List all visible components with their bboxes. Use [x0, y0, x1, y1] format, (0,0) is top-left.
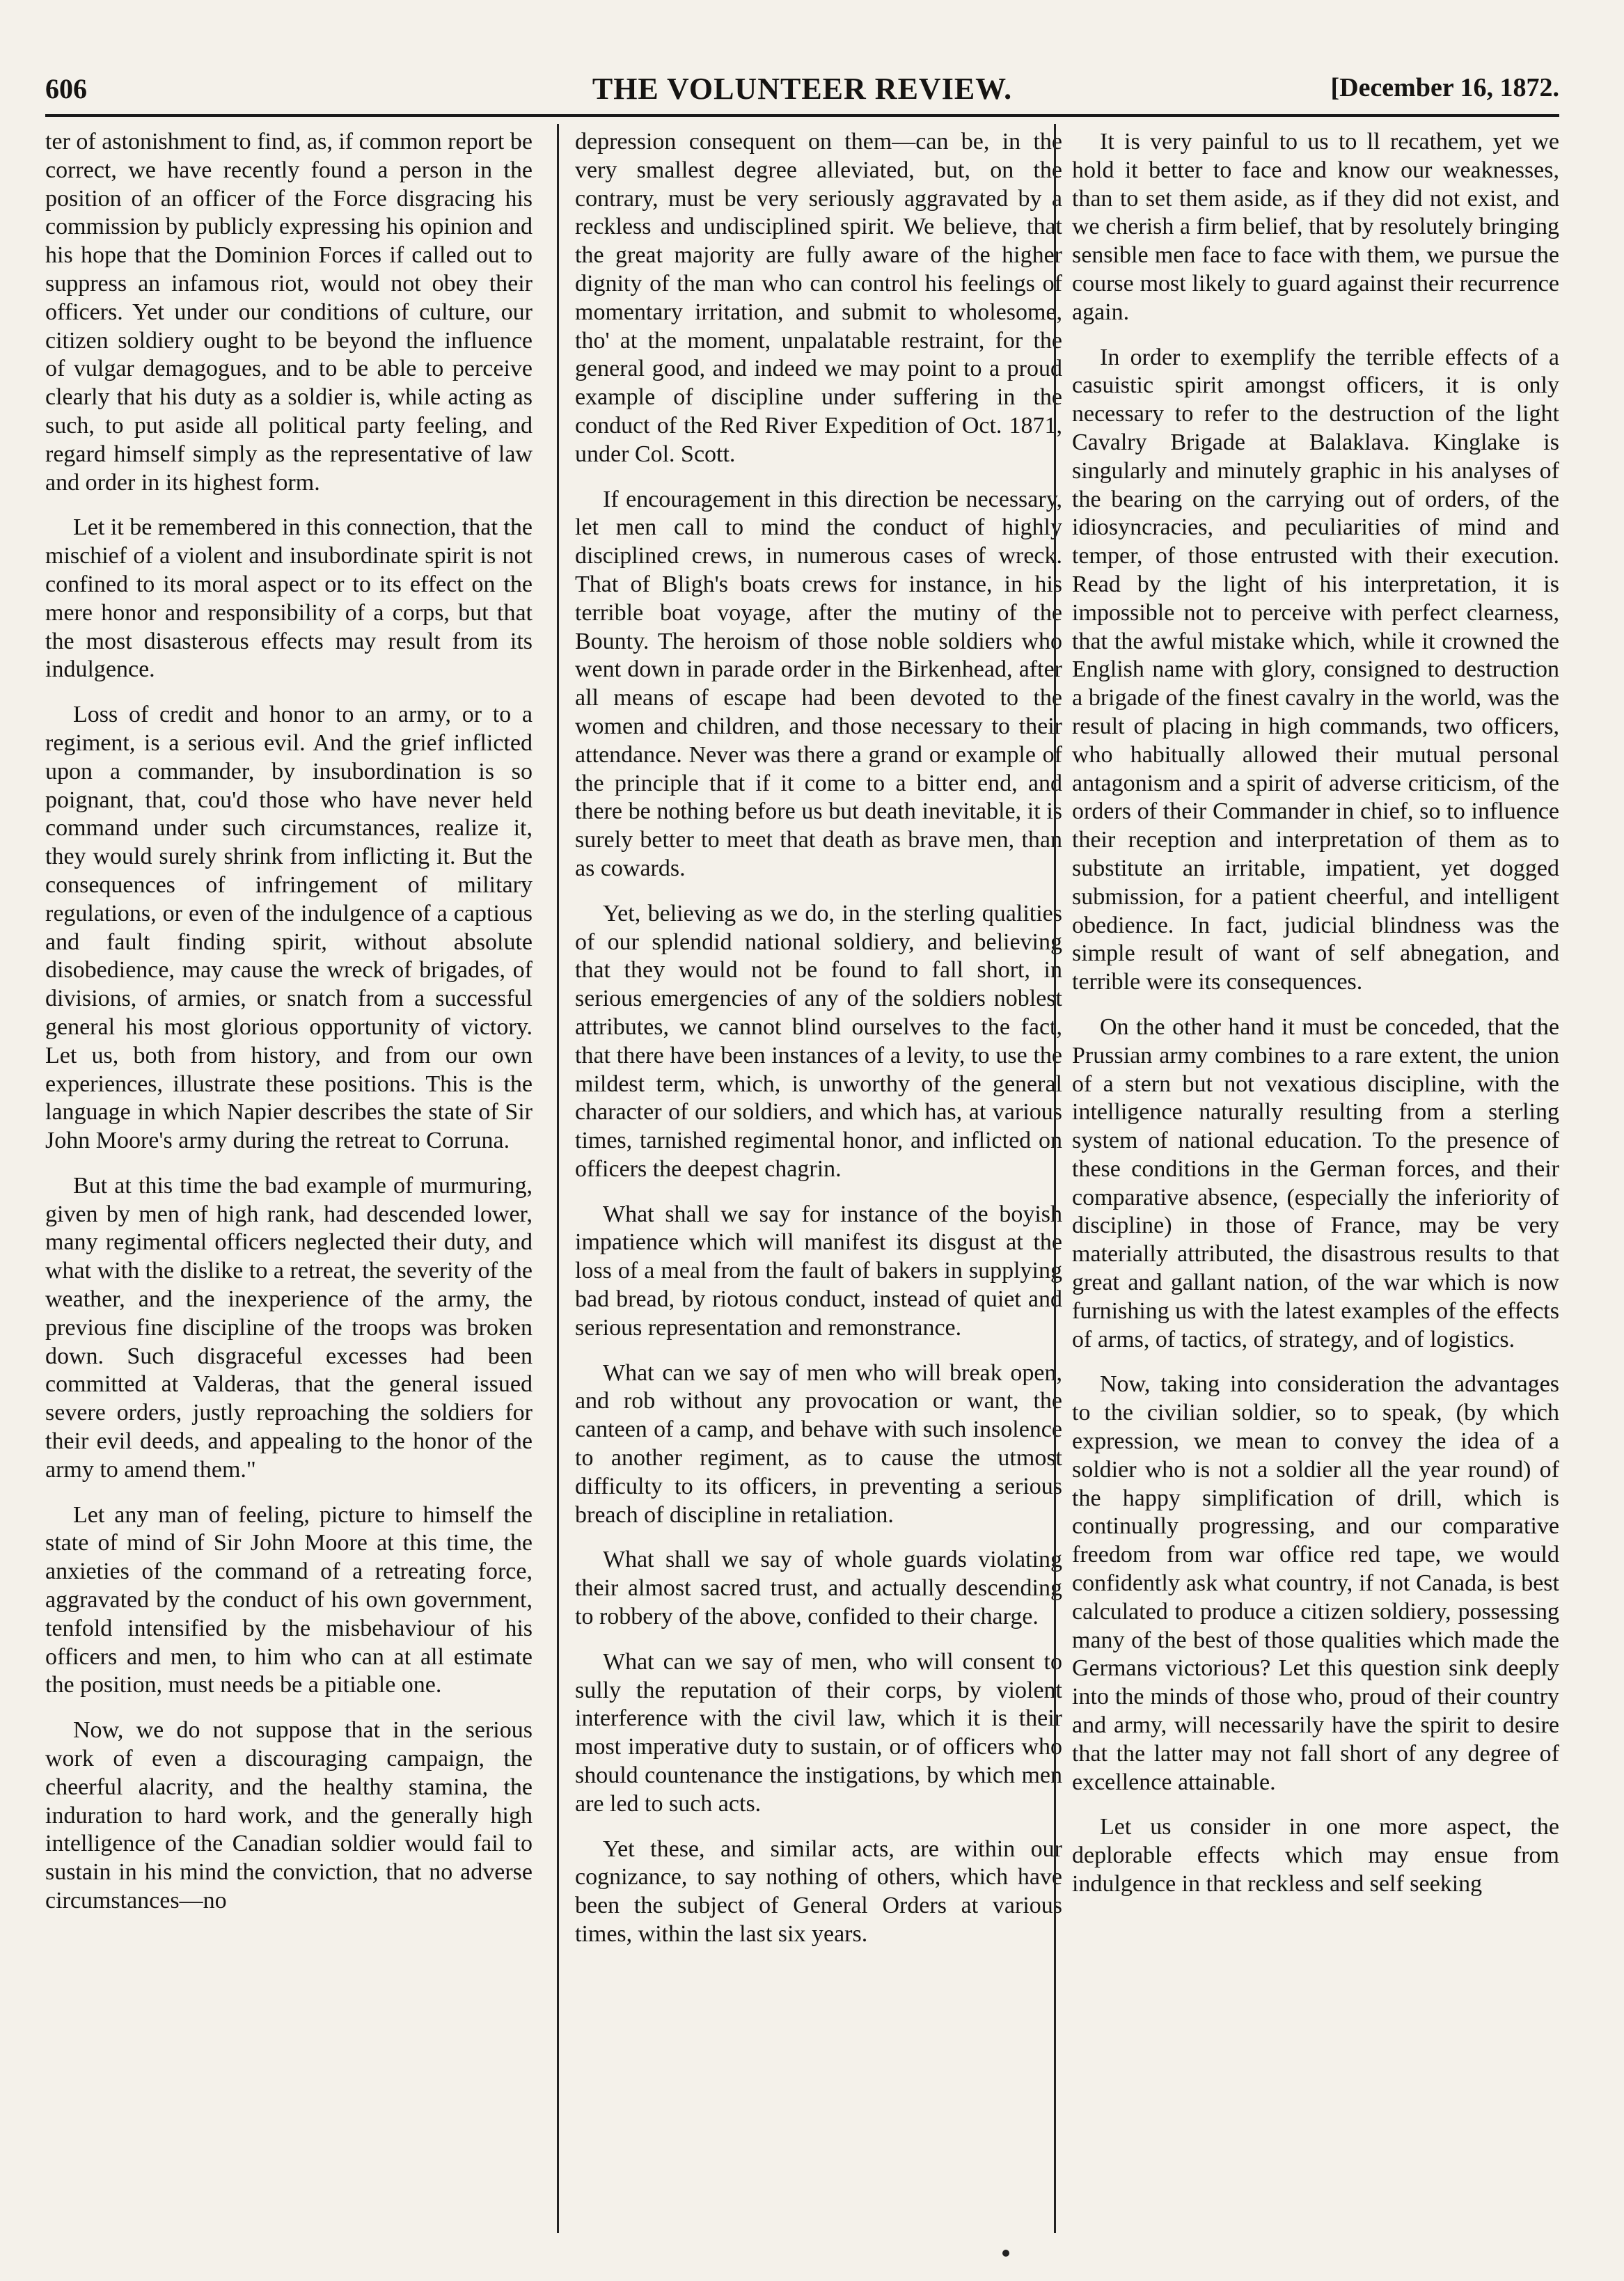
- ink-dot: [1002, 2250, 1009, 2257]
- article-column-3: [1072, 128, 1559, 2234]
- paragraph: On the other hand it must be conceded, that the Prussian army combines to a rare extent, the union of a stern but not vexatious discipline, with the intelligence naturally resulting from a sterling system of national education. To the presence of these conditions in the German forces, and their comparative absence, (especially the inferiority of discipline) in those of France, may be very materially attributed, the disastrous results to that great and gallant nation, of the war which is now furnishing us with the latest examples of the effects of arms, of tactics, of strategy, and of logistics.: [1072, 1013, 1559, 1352]
- paragraph: Let it be remembered in this connection, that the mischief of a violent and insubordinate spirit is not confined to its moral aspect or to its effect on the mere honor and responsibility of a corps, but that the most disasterous effects may result from its indulgence.: [45, 514, 533, 683]
- paragraph: What shall we say for instance of the boyish impatience which will manifest its disgust at the loss of a meal from the fault of bakers in supplying bad bread, by riotous conduct, instead of quiet and serious representation and remonstrance.: [575, 1201, 1062, 1341]
- paragraph: If encouragement in this direction be necessary, let men call to mind the conduct of highly disciplined crews, in numerous cases of wreck. That of Bligh's boats crews for instance, in his terrible boat voyage, after the mutiny of the Bounty. The heroism of those noble soldiers who went down in parade order in the Birkenhead, after all means of escape had been devoted to the women and children, and those necessary to their attendance. Never was there a grand or example of the principle that if it come to a bitter end, and there be nothing before us but death inevitable, it is surely better to meet that death as brave men, than as cowards.: [575, 486, 1062, 881]
- paragraph: It is very painful to us to ll recathem, yet we hold it better to face and know our weaknesses, than to set them aside, as if they did not exist, and we cherish a firm belief, that by resolutely bringing sensible men face to face with them, we pursue the course most likely to guard against their recurrence again.: [1072, 129, 1559, 325]
- paragraph: Now, we do not suppose that in the serious work of even a discouraging campaign, the cheerful alacrity, and the healthy stamina, the induration to hard work, and the generally high intelligence of the Canadian soldier would fail to sustain in his mind the conviction, that no adverse circumstances—no: [45, 1717, 533, 1914]
- publication-title: THE VOLUNTEER REVIEW.: [592, 72, 1013, 106]
- issue-date: [December 16, 1872.: [1330, 73, 1559, 102]
- paragraph: Let any man of feeling, picture to himself the state of mind of Sir John Moore at this time, the anxieties of the command of a retreating force, aggravated by the conduct of his own government, tenfold intensified by the misbehaviour of his officers and men, to him who can at all estimate the position, must needs be a pitiable one.: [45, 1501, 533, 1698]
- header-rule: [45, 114, 1559, 117]
- paragraph: Now, taking into consideration the advantages to the civilian soldier, so to speak, (by which expression, we mean to convey the idea of a soldier who is not a soldier all the year round) of the happy simplification of drill, which is continually progressing, and our comparative freedom from war office red tape, we would confidently ask what country, if not Canada, is best calculated to produce a citizen soldiery, possessing many of the best of those qualities which made the Germans victorious? Let this question sink deeply into the minds of those who, proud of their country and army, will necessarily have the spirit to desire that the latter may not fall short of any degree of excellence attainable.: [1072, 1371, 1559, 1795]
- paragraph: What can we say of men, who will consent to sully the reputation of their corps, by violent interference with the civil law, which it is their most imperative duty to sustain, or of officers who should countenance the instigations, by which men are led to such acts.: [575, 1648, 1062, 1817]
- paragraph: What can we say of men who will break open, and rob without any provocation or want, the canteen of a camp, and behave with such insolence to another regiment, as to cause the utmost difficulty to its officers, in preventing a serious breach of discipline in retaliation.: [575, 1359, 1062, 1528]
- paragraph: Loss of credit and honor to an army, or to a regiment, is a serious evil. And the grief inflicted upon a commander, by insubordination is so poignant, that, cou'd those who have never held command under such circumstances, realize it, they would surely shrink from inflicting it. But the consequences of infringement of military regulations, or even of the indulgence of a captious and fault finding spirit, without absolute disobedience, may cause the wreck of brigades, of divisions, of armies, or snatch from a successful general his most glorious opportunity of victory. Let us, both from history, and from our own experiences, illustrate these positions. This is the language in which Napier describes the state of Sir John Moore's army during the retreat to Corruna.: [45, 702, 533, 1154]
- paragraph: Yet, believing as we do, in the sterling qualities of our splendid national soldiery, and believing that they would not be found to fall short, in serious emergencies of any of the soldiers noblest attributes, we cannot blind ourselves to the fact, that there have been instances of a levity, to use the mildest term, which, is unworthy of the general character of our soldiers, and which has, at various times, tarnished regimental honor, and inflicted on officers the deepest chagrin.: [575, 900, 1062, 1182]
- column-divider: [1054, 124, 1056, 2233]
- article-column-1: [45, 128, 533, 2234]
- paragraph: In order to exemplify the terrible effects of a casuistic spirit amongst officers, it is only necessary to refer to the destruction of the light Cavalry Brigade at Balaklava. Kinglake is singularly and minutely graphic in his analyses of the bearing on the carrying out of orders, of the idiosyncracies, and peculiarities of mind and temper, of those entrusted with their execution. Read by the light of his interpretation, it is impossible not to perceive with perfect clearness, that the awful mistake which, while it crowned the English name with glory, consigned to destruction a brigade of the finest cavalry in the world, was the result of placing in high commands, two officers, who habitually allowed their mutual personal antagonism and a spirit of adverse criticism, of the orders of their Commander in chief, so to influence their reception and interpretation of them as to substitute an irritable, impatient, yet dogged submission, for a patient cheerful, and intelligent obedience. In fact, judicial blindness was the simple result of want of self abnegation, and terrible were its consequences.: [1072, 344, 1559, 995]
- paragraph: ter of astonishment to find, as, if common report be correct, we have recently found a person in the position of an officer of the Force disgracing his commission by publicly expressing his opinion and his hope that the Dominion Forces if called out to suppress an infamous riot, would not obey their officers. Yet under our conditions of culture, our citizen soldiery ought to be beyond the influence of vulgar demagogues, and to be able to perceive clearly that his duty as a soldier is, while acting as such, to put aside all political party feeling, and regard himself simply as the representative of law and order in its highest form.: [45, 129, 533, 496]
- page-header: [45, 70, 1559, 110]
- column-divider: [557, 124, 559, 2233]
- paragraph: depression consequent on them—can be, in the very smallest degree alleviated, but, on the contrary, must be very seriously aggravated by a reckless and undisciplined spirit. We believe, that the great majority are fully aware of the higher dignity of the man who can control his feelings of momentary irritation, and submit to wholesome, tho' at the moment, unpalatable restraint, for the general good, and indeed we may point to a proud example of discipline under suffering in the conduct of the Red River Expedition of Oct. 1871, under Col. Scott.: [575, 129, 1062, 467]
- paragraph: But at this time the bad example of murmuring, given by men of high rank, had descended lower, many regimental officers neglected their duty, and what with the dislike to a retreat, the severity of the weather, and the inexperience of the army, the previous fine discipline of the troops was broken down. Such disgraceful excesses had been committed at Valderas, that the general issued severe orders, justly reproaching the soldiers for their evil deeds, and appealing to the honor of the army to amend them.": [45, 1172, 533, 1483]
- paragraph: What shall we say of whole guards violating their almost sacred trust, and actually descending to robbery of the above, confided to their charge.: [575, 1547, 1062, 1630]
- page-number: 606: [45, 73, 87, 104]
- paragraph: Let us consider in one more aspect, the deplorable effects which may ensue from indulgence in that reckless and self seeking: [1072, 1814, 1559, 1897]
- paragraph: Yet these, and similar acts, are within our cognizance, to say nothing of others, which have been the subject of General Orders at various times, within the last six years.: [575, 1836, 1062, 1948]
- article-column-2: [575, 128, 1062, 2234]
